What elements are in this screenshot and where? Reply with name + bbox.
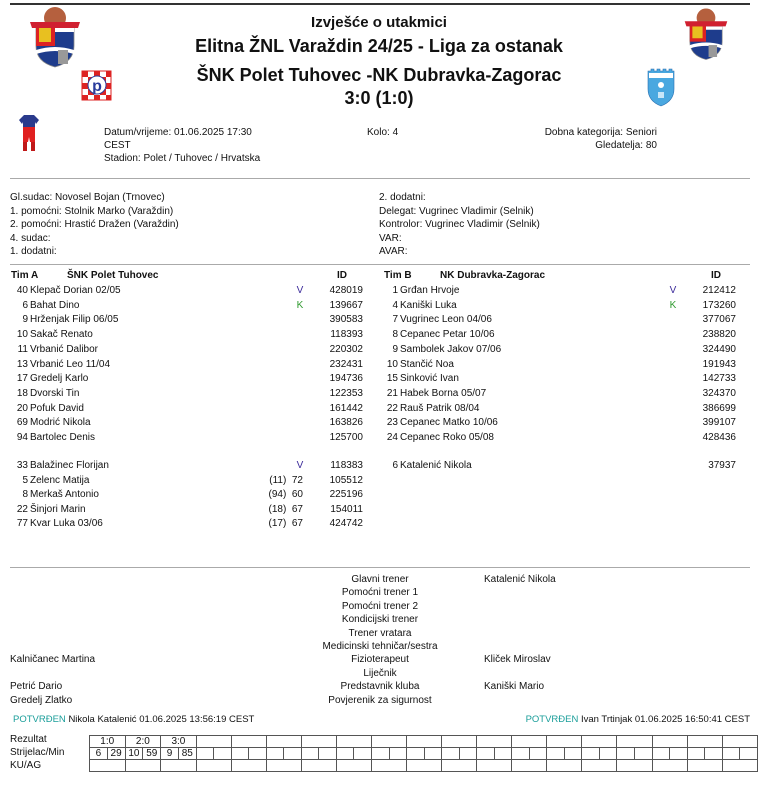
scorer-number-cell [617, 748, 635, 760]
player-name: Modrić Nikola [30, 417, 91, 429]
official-additional-2: 2. dodatni: [379, 192, 426, 203]
score-result-cell: 2:0 [125, 736, 161, 748]
player-number: 18 [16, 387, 28, 399]
team-b-staff-member: Kaniški Mario [484, 681, 545, 693]
player-number: 4 [392, 299, 398, 311]
player-id: 390583 [329, 314, 363, 326]
player-number: 8 [22, 489, 28, 500]
captain-marker: K [296, 299, 304, 311]
staff-role-label: Kondicijski trener [341, 614, 419, 626]
substitute-row [10, 503, 380, 517]
scorer-number-cell [231, 748, 249, 760]
team-a-label: Tim A [11, 270, 39, 281]
score-result-cell [547, 736, 582, 748]
match-timezone: CEST [104, 140, 131, 151]
ku-ag-cell [442, 760, 477, 772]
substitute-row [10, 459, 380, 473]
player-id: 220302 [329, 343, 363, 355]
player-id: 105512 [329, 474, 363, 486]
player-row [380, 358, 750, 372]
match-stadium: Stadion: Polet / Tuhovec / Hrvatska [104, 153, 261, 164]
match-round: Kolo: 4 [367, 127, 399, 138]
ku-ag-cell [687, 760, 722, 772]
divider [10, 264, 750, 265]
scorer-number-cell [582, 748, 600, 760]
team-a-staff-member: Petrić Dario [10, 681, 63, 693]
ku-ag-cell [301, 760, 336, 772]
score-label-ku-ag: KU/AG [10, 760, 42, 771]
player-number: 11 [17, 343, 28, 355]
player-number: 7 [392, 314, 398, 326]
away-team-name: NK Dubravka-Zagorac [372, 65, 562, 85]
player-number: 13 [16, 358, 28, 370]
player-row [10, 431, 380, 445]
player-number: 77 [16, 518, 28, 529]
goalkeeper-marker: V [296, 285, 304, 296]
player-number: 20 [16, 402, 28, 414]
player-name: Vrbanić Dalibor [30, 343, 98, 355]
player-name: Šinjori Marin [30, 503, 86, 515]
score-result-cell [617, 736, 652, 748]
player-row [380, 416, 750, 430]
team-a-staff-member: Kalničanec Martina [10, 654, 96, 666]
team-b-label: Tim B [384, 270, 412, 281]
score-result-cell [512, 736, 547, 748]
confirmation-left-text: Nikola Katalenić 01.06.2025 13:56:19 CEST [68, 714, 255, 725]
scorer-minute-cell [354, 748, 372, 760]
player-name: Merkaš Antonio [30, 489, 99, 500]
scorer-number-cell [336, 748, 354, 760]
player-number: 24 [386, 432, 398, 443]
team-a-staff-member: Gredelj Zlatko [10, 694, 73, 706]
scorer-minute-cell [740, 748, 758, 760]
score-result-cell [336, 736, 371, 748]
player-id: 428019 [329, 285, 363, 296]
divider [10, 178, 750, 179]
match-teams [0, 65, 758, 86]
confirmation-status: POTVRĐEN [525, 714, 579, 725]
score-result-cell [301, 736, 336, 748]
ku-ag-cell [617, 760, 652, 772]
staff-role-label: Povjerenik za sigurnost [328, 694, 432, 706]
player-name: Klepač Dorian 02/05 [30, 285, 121, 296]
ku-ag-cell [477, 760, 512, 772]
player-number: 1 [392, 285, 398, 296]
captain-marker: K [669, 299, 677, 311]
scorer-minute-cell: 59 [143, 748, 161, 760]
scorer-number-cell [266, 748, 284, 760]
scorer-number-cell [687, 748, 705, 760]
scorer-number-cell [196, 748, 214, 760]
official-controller: Kontrolor: Vugrinec Vladimir (Selnik) [379, 219, 540, 230]
player-id: 154011 [330, 503, 363, 515]
score-result-cell [442, 736, 477, 748]
player-row [380, 387, 750, 401]
scorer-minute-cell [670, 748, 688, 760]
player-row [380, 372, 750, 386]
score-result-cell [231, 736, 266, 748]
player-id: 139667 [329, 299, 363, 311]
player-number: 21 [386, 387, 398, 399]
team-b-name: NK Dubravka-Zagorac [440, 270, 546, 281]
scorer-minute-cell [424, 748, 442, 760]
ku-ag-cell [161, 760, 197, 772]
score-row-scorer [90, 748, 758, 760]
team-a-name: ŠNK Polet Tuhovec [67, 270, 159, 281]
official-additional-1: 1. dodatni: [10, 246, 57, 257]
substitute-row [380, 459, 750, 473]
scorer-minute-cell: 85 [178, 748, 196, 760]
confirmation-status: POTVRĐEN [13, 714, 66, 725]
confirmation-left [13, 714, 254, 725]
staff-role-label: Trener vratara [348, 627, 412, 639]
staff-role-label: Pomoćni trener 2 [341, 600, 419, 612]
score-result-cell [722, 736, 757, 748]
player-number: 17 [16, 373, 28, 385]
scorer-number-cell: 10 [125, 748, 143, 760]
substitution-info: (17) 67 [268, 518, 303, 529]
staff-role-label: Pomoćni trener 1 [341, 587, 419, 599]
ku-ag-cell [90, 760, 126, 772]
player-number: 22 [16, 503, 28, 515]
staff-role-label: Medicinski tehničar/sestra [322, 641, 438, 652]
player-number: 5 [22, 474, 28, 486]
ku-ag-cell [231, 760, 266, 772]
player-number: 10 [16, 329, 28, 341]
scorer-number-cell [477, 748, 495, 760]
staff-role-label: Fizioterapeut [351, 654, 409, 666]
score-row-ku-ag [90, 760, 758, 772]
score-result-cell [196, 736, 231, 748]
player-name: Sakač Renato [30, 329, 93, 341]
score-result-cell: 1:0 [90, 736, 126, 748]
player-number: 22 [386, 402, 398, 414]
home-kit-icon [18, 113, 40, 153]
player-number: 94 [16, 432, 28, 443]
official-delegate: Delegat: Vugrinec Vladimir (Selnik) [379, 205, 534, 217]
player-row [10, 358, 380, 372]
staff-role-label: Predstavnik kluba [340, 681, 420, 693]
player-number: 6 [392, 460, 398, 471]
age-category: Dobna kategorija: Seniori [544, 127, 657, 138]
player-number: 8 [392, 329, 398, 341]
player-name: Bartolec Denis [30, 432, 96, 443]
score-result-cell [372, 736, 407, 748]
goalkeeper-marker: V [296, 460, 304, 471]
scorer-number-cell [512, 748, 530, 760]
scorer-minute-cell [634, 748, 652, 760]
player-id: 163826 [329, 417, 363, 429]
player-name: Balažinec Florijan [30, 460, 109, 471]
score-result-cell [266, 736, 301, 748]
official-fourth: 4. sudac: [10, 232, 51, 244]
player-id: 386699 [702, 402, 736, 414]
scorer-minute-cell [249, 748, 267, 760]
player-name: Bahat Dino [30, 299, 80, 311]
divider [10, 567, 750, 568]
home-team-name: ŠNK Polet Tuhovec [196, 65, 362, 85]
player-name: Kaniški Luka [400, 299, 457, 311]
player-name: Kvar Luka 03/06 [30, 518, 103, 529]
player-name: Gredelj Karlo [30, 373, 89, 385]
scorer-minute-cell [284, 748, 302, 760]
player-row [380, 402, 750, 416]
score-row-result [90, 736, 758, 748]
scorer-minute-cell [564, 748, 582, 760]
officials-left [10, 191, 179, 259]
substitution-info: (11) 72 [269, 474, 303, 486]
player-row [10, 387, 380, 401]
player-name: Hrženjak Filip 06/05 [30, 314, 119, 326]
ku-ag-cell [125, 760, 161, 772]
score-table [89, 735, 758, 772]
ku-ag-cell [547, 760, 582, 772]
player-number: 6 [22, 299, 28, 311]
official-assistant-2: 2. pomoćni: Hrastić Dražen (Varaždin) [10, 219, 179, 230]
player-number: 9 [392, 343, 398, 355]
ku-ag-cell [196, 760, 231, 772]
player-id: 232431 [329, 358, 363, 370]
player-name: Sambolek Jakov 07/06 [400, 343, 502, 355]
player-number: 33 [16, 460, 28, 471]
player-number: 9 [22, 314, 28, 326]
officials-right [379, 191, 540, 259]
team-b-staff-member: Katalenić Nikola [484, 574, 556, 585]
scorer-number-cell [442, 748, 460, 760]
player-id: 324490 [702, 343, 736, 355]
player-id: 399107 [702, 417, 736, 429]
scorer-minute-cell [319, 748, 337, 760]
player-number: 23 [386, 417, 398, 429]
match-datetime: Datum/vrijeme: 01.06.2025 17:30 [104, 127, 252, 138]
player-name: Cepanec Roko 05/08 [400, 432, 494, 443]
ku-ag-cell [582, 760, 617, 772]
substitute-row [10, 488, 380, 502]
player-id: 225196 [329, 489, 363, 500]
player-id: 377067 [702, 314, 736, 326]
team-separator: - [366, 65, 373, 85]
scorer-minute-cell [494, 748, 512, 760]
scorer-number-cell [301, 748, 319, 760]
official-main-referee: Gl.sudac: Novosel Bojan (Trnovec) [10, 192, 165, 203]
player-name: Vugrinec Leon 04/06 [400, 314, 492, 326]
official-assistant-1: 1. pomoćni: Stolnik Marko (Varaždin) [10, 205, 174, 217]
player-row [10, 313, 380, 327]
substitution-info: (94) 60 [268, 489, 303, 500]
player-row [10, 402, 380, 416]
player-row [10, 299, 380, 313]
player-name: Pofuk David [30, 402, 84, 414]
scorer-number-cell [372, 748, 390, 760]
player-id: 122353 [329, 387, 363, 399]
player-id: 424742 [329, 518, 363, 529]
player-row [10, 416, 380, 430]
scorer-minute-cell [459, 748, 477, 760]
player-id: 142733 [702, 373, 736, 385]
player-name: Cepanec Matko 10/06 [400, 417, 498, 429]
scorer-minute-cell [705, 748, 723, 760]
player-row [380, 299, 750, 313]
player-name: Dvorski Tin [30, 387, 80, 399]
player-id: 37937 [708, 460, 736, 471]
player-name: Grđan Hrvoje [400, 285, 460, 296]
player-name: Stančić Noa [400, 358, 454, 370]
scorer-number-cell [547, 748, 565, 760]
svg-text:p: p [92, 78, 102, 95]
player-row [380, 284, 750, 298]
confirmation-right-text: Ivan Trtinjak 01.06.2025 16:50:41 CEST [581, 714, 750, 725]
top-border [10, 3, 750, 5]
player-number: 69 [16, 417, 28, 429]
confirmation-right [526, 714, 750, 725]
player-row [10, 284, 380, 298]
official-avar: AVAR: [379, 246, 408, 257]
ku-ag-cell [336, 760, 371, 772]
ku-ag-cell [512, 760, 547, 772]
substitution-info: (18) 67 [268, 503, 303, 515]
player-row [380, 343, 750, 357]
ku-ag-cell [266, 760, 301, 772]
player-id: 191943 [702, 358, 736, 370]
player-id: 324370 [702, 387, 736, 399]
scorer-number-cell: 6 [90, 748, 108, 760]
player-id: 161442 [329, 402, 363, 414]
scorer-minute-cell [529, 748, 547, 760]
ku-ag-cell [652, 760, 687, 772]
competition-title: Elitna ŽNL Varaždin 24/25 - Liga za ostanak [195, 36, 563, 56]
report-title: Izvješće o utakmici [311, 14, 447, 31]
player-id: 212412 [702, 285, 736, 296]
player-name: Vrbanić Leo 11/04 [30, 358, 111, 370]
player-row [10, 372, 380, 386]
player-number: 40 [16, 285, 28, 296]
team-b-id-header: ID [711, 270, 721, 281]
team-b-staff-member: Kliček Miroslav [484, 654, 551, 666]
staff-role-label: Liječnik [363, 667, 397, 679]
ku-ag-cell [372, 760, 407, 772]
official-var: VAR: [379, 232, 402, 244]
ku-ag-cell [407, 760, 442, 772]
player-id: 428436 [702, 432, 736, 443]
scorer-number-cell [407, 748, 425, 760]
player-name: Habek Borna 05/07 [400, 387, 487, 399]
final-score: 3:0 (1:0) [344, 88, 414, 108]
player-number: 10 [386, 358, 398, 370]
score-result-cell [652, 736, 687, 748]
score-result-cell [687, 736, 722, 748]
player-name: Sinković Ivan [400, 373, 459, 385]
spectators: Gledatelja: 80 [595, 140, 657, 151]
player-id: 238820 [702, 329, 736, 341]
scorer-minute-cell: 29 [107, 748, 125, 760]
player-row [380, 328, 750, 342]
score-result-cell [407, 736, 442, 748]
score-result-cell [477, 736, 512, 748]
player-id: 125700 [329, 432, 363, 443]
player-id: 118383 [330, 460, 363, 471]
player-name: Rauš Patrik 08/04 [400, 402, 480, 414]
scorer-minute-cell [214, 748, 232, 760]
scorer-number-cell: 9 [161, 748, 179, 760]
goalkeeper-marker: V [669, 285, 677, 296]
player-name: Katalenić Nikola [400, 460, 472, 471]
player-number: 15 [386, 373, 398, 385]
player-row [10, 343, 380, 357]
player-row [380, 313, 750, 327]
player-name: Zelenc Matija [30, 474, 90, 486]
player-row [380, 431, 750, 445]
scorer-number-cell [652, 748, 670, 760]
team-a-id-header: ID [337, 270, 347, 281]
scorer-minute-cell [389, 748, 407, 760]
ku-ag-cell [722, 760, 757, 772]
player-id: 118393 [330, 329, 363, 341]
player-id: 194736 [329, 373, 363, 385]
scorer-minute-cell [599, 748, 617, 760]
player-id: 173260 [702, 299, 736, 311]
scorer-number-cell [722, 748, 740, 760]
player-name: Cepanec Petar 10/06 [400, 329, 495, 341]
substitute-row [10, 517, 380, 531]
player-row [10, 328, 380, 342]
score-result-cell [582, 736, 617, 748]
score-label-scorer: Strijelac/Min [10, 747, 65, 758]
score-result-cell: 3:0 [161, 736, 197, 748]
substitute-row [10, 474, 380, 488]
staff-role-label: Glavni trener [351, 574, 409, 585]
score-label-result: Rezultat [10, 734, 47, 745]
